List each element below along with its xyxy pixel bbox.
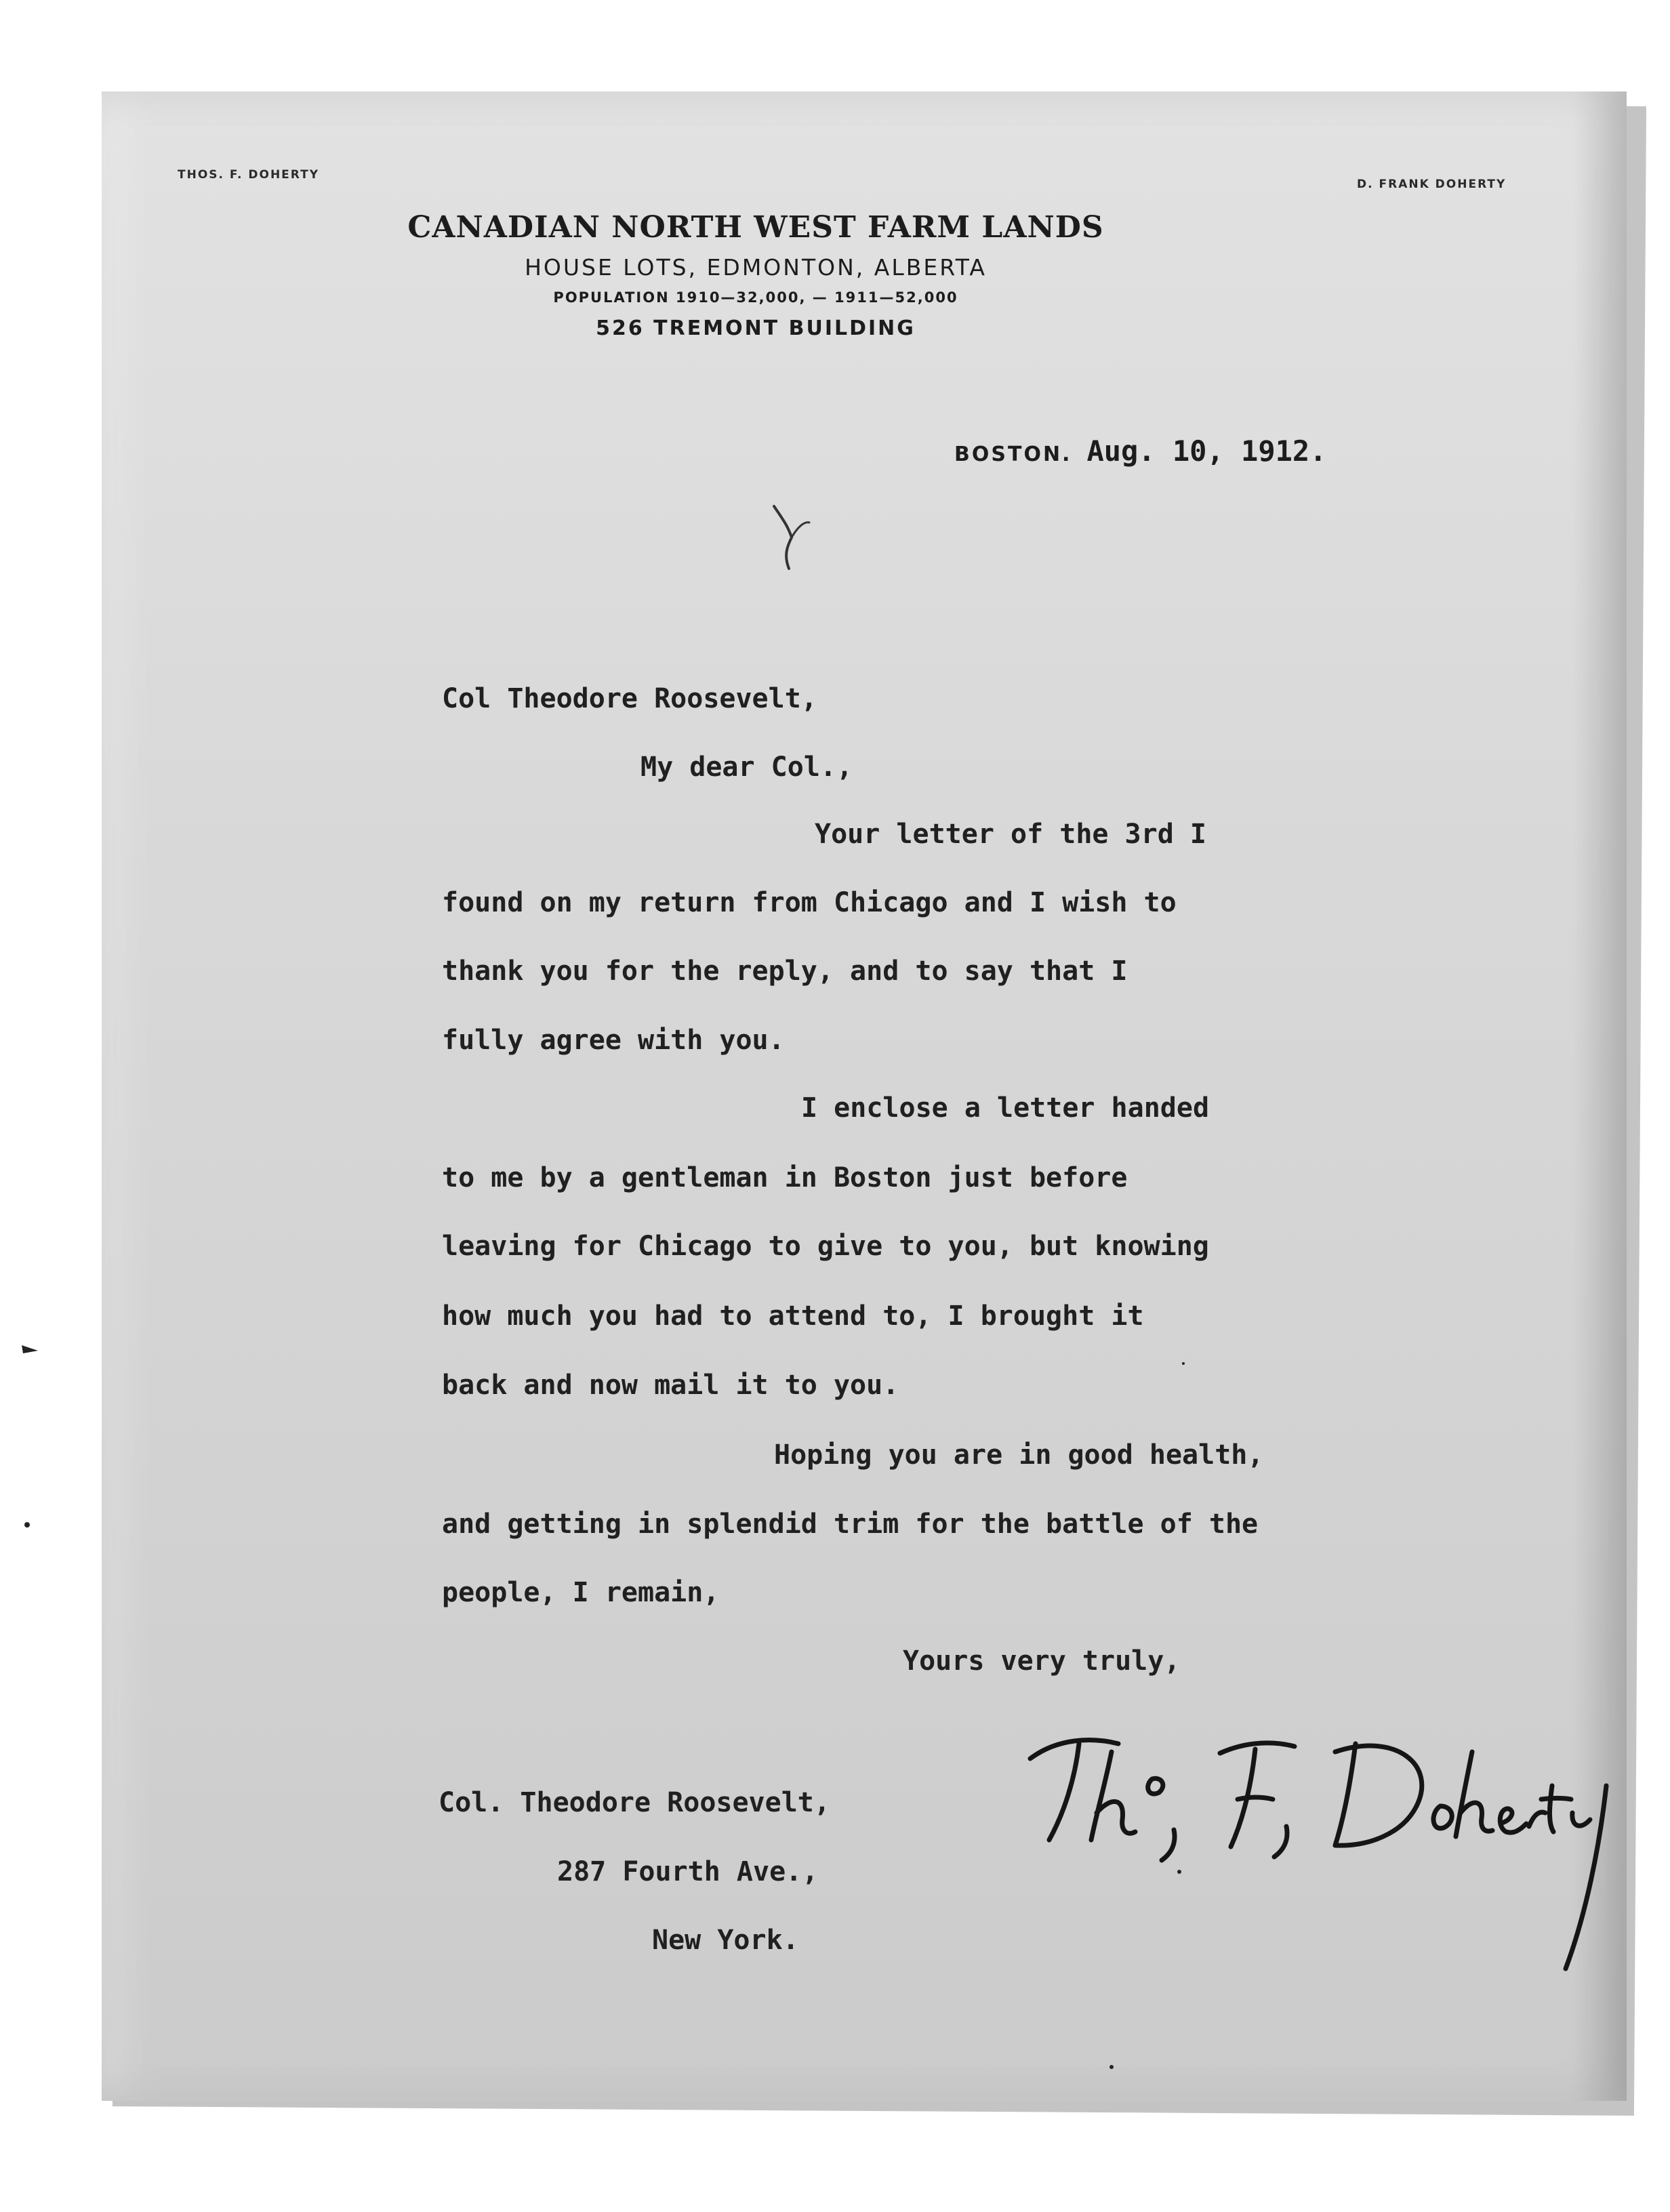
pencil-check-mark (767, 498, 821, 573)
body-line: and getting in splendid trim for the battle of the (442, 1509, 1259, 1540)
address-line: Col. Theodore Roosevelt, (439, 1787, 830, 1818)
body-line: leaving for Chicago to give to you, but knowing (442, 1231, 1209, 1262)
body-line: to me by a gentleman in Boston just before (442, 1162, 1128, 1193)
body-line: Your letter of the 3rd I (815, 819, 1206, 850)
body-line: thank you for the reply, and to say that I (442, 956, 1128, 987)
body-line: I enclose a letter handed (801, 1092, 1210, 1124)
handwritten-signature (1017, 1711, 1627, 1996)
letterhead-right-name: D. FRANK DOHERTY (1357, 178, 1507, 191)
body-line: Hoping you are in good health, (774, 1439, 1264, 1471)
letterhead-address: 526 TREMONT BUILDING (596, 316, 916, 340)
address-line: 287 Fourth Ave., (557, 1856, 819, 1887)
body-line: back and now mail it to you. (442, 1370, 899, 1401)
body-line: people, I remain, (442, 1577, 720, 1608)
letterhead-left-name: THOS. F. DOHERTY (178, 168, 320, 182)
recipient-line: Col Theodore Roosevelt, (442, 683, 817, 714)
letterhead-title: CANADIAN NORTH WEST FARM LANDS (407, 210, 1104, 245)
dateline-date: Aug. 10, 1912. (1086, 434, 1327, 468)
letter-page (102, 91, 1627, 2101)
letterhead-population: POPULATION 1910—32,000, — 1911—52,000 (553, 289, 958, 306)
dateline (954, 434, 1326, 468)
body-line: fully agree with you. (442, 1025, 785, 1056)
salutation: My dear Col., (640, 752, 853, 783)
body-line: how much you had to attend to, I brought it (442, 1300, 1144, 1332)
address-line: New York. (652, 1925, 799, 1956)
body-line: found on my return from Chicago and I wish to (442, 887, 1177, 918)
letterhead-subtitle: HOUSE LOTS, EDMONTON, ALBERTA (525, 254, 987, 281)
dateline-city: BOSTON. (954, 443, 1072, 466)
closing: Yours very truly, (903, 1645, 1181, 1677)
